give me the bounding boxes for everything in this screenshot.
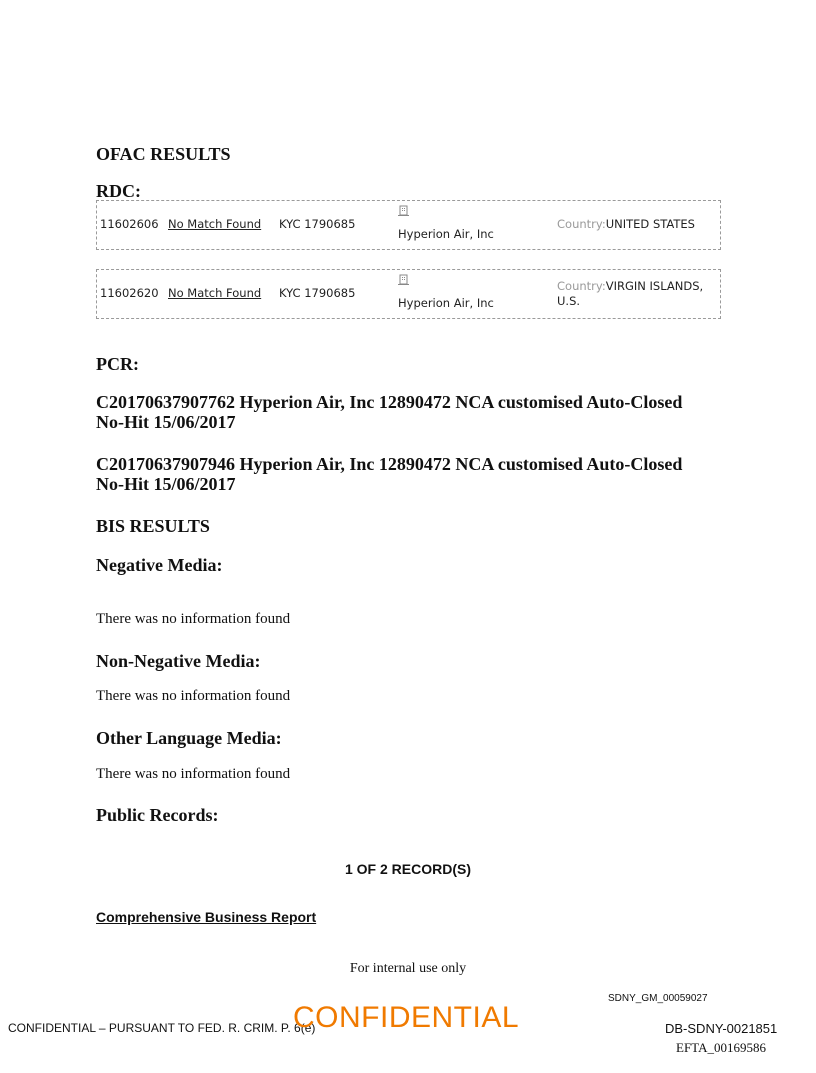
kyc-number: KYC 1790685 (279, 286, 356, 300)
bates-number-right: DB-SDNY-0021851 (665, 1021, 778, 1036)
country-value-continued: U.S. (557, 294, 581, 308)
negative-media-text: There was no information found (96, 611, 291, 627)
internal-use-note: For internal use only (349, 961, 467, 976)
rdc-result-row (96, 200, 721, 250)
country-field (557, 217, 695, 231)
public-records-heading: Public Records: (96, 805, 219, 825)
pcr-entry-line: C20170637907946 Hyperion Air, Inc 12890472 NCA customised Auto-Closed (96, 454, 683, 474)
non-negative-media-heading: Non-Negative Media: (96, 651, 261, 671)
confidential-footer: CONFIDENTIAL – PURSUANT TO FED. R. CRIM. P. 6(e) (8, 1021, 316, 1035)
bis-results-heading: BIS RESULTS (96, 516, 210, 536)
pcr-entry-line: No-Hit 15/06/2017 (96, 412, 236, 432)
country-label: Country: (557, 217, 606, 231)
confidential-stamp: CONFIDENTIAL (293, 1001, 520, 1034)
negative-media-heading: Negative Media: (96, 555, 223, 575)
efta-number: EFTA_00169586 (676, 1040, 766, 1055)
pcr-heading: PCR: (96, 354, 139, 374)
country-field (557, 279, 703, 293)
kyc-number: KYC 1790685 (279, 217, 356, 231)
entity-name: Hyperion Air, Inc (398, 227, 494, 241)
pcr-entry-line: No-Hit 15/06/2017 (96, 474, 236, 494)
non-negative-media-text: There was no information found (96, 688, 291, 704)
rdc-id: 11602620 (100, 286, 159, 300)
pcr-entry-line: C20170637907762 Hyperion Air, Inc 12890472 NCA customised Auto-Closed (96, 392, 683, 412)
country-value: UNITED STATES (605, 217, 695, 231)
rdc-heading: RDC: (96, 181, 141, 201)
ofac-results-heading: OFAC RESULTS (96, 144, 231, 164)
other-language-media-heading: Other Language Media: (96, 728, 282, 748)
other-language-media-text: There was no information found (96, 766, 291, 782)
pcr-entry (96, 454, 736, 494)
building-icon (398, 205, 409, 219)
no-match-link[interactable]: No Match Found (168, 217, 262, 231)
no-match-link[interactable]: No Match Found (168, 286, 262, 300)
rdc-result-row (96, 269, 721, 319)
comprehensive-business-report-link[interactable]: Comprehensive Business Report (96, 909, 317, 925)
building-icon (398, 274, 409, 288)
country-label: Country: (557, 279, 606, 293)
pcr-entry (96, 392, 736, 432)
bates-number-top: SDNY_GM_00059027 (608, 993, 708, 1004)
rdc-id: 11602606 (100, 217, 159, 231)
entity-name: Hyperion Air, Inc (398, 296, 494, 310)
country-value: VIRGIN ISLANDS, (605, 279, 704, 293)
records-count: 1 OF 2 RECORD(S) (344, 861, 471, 877)
